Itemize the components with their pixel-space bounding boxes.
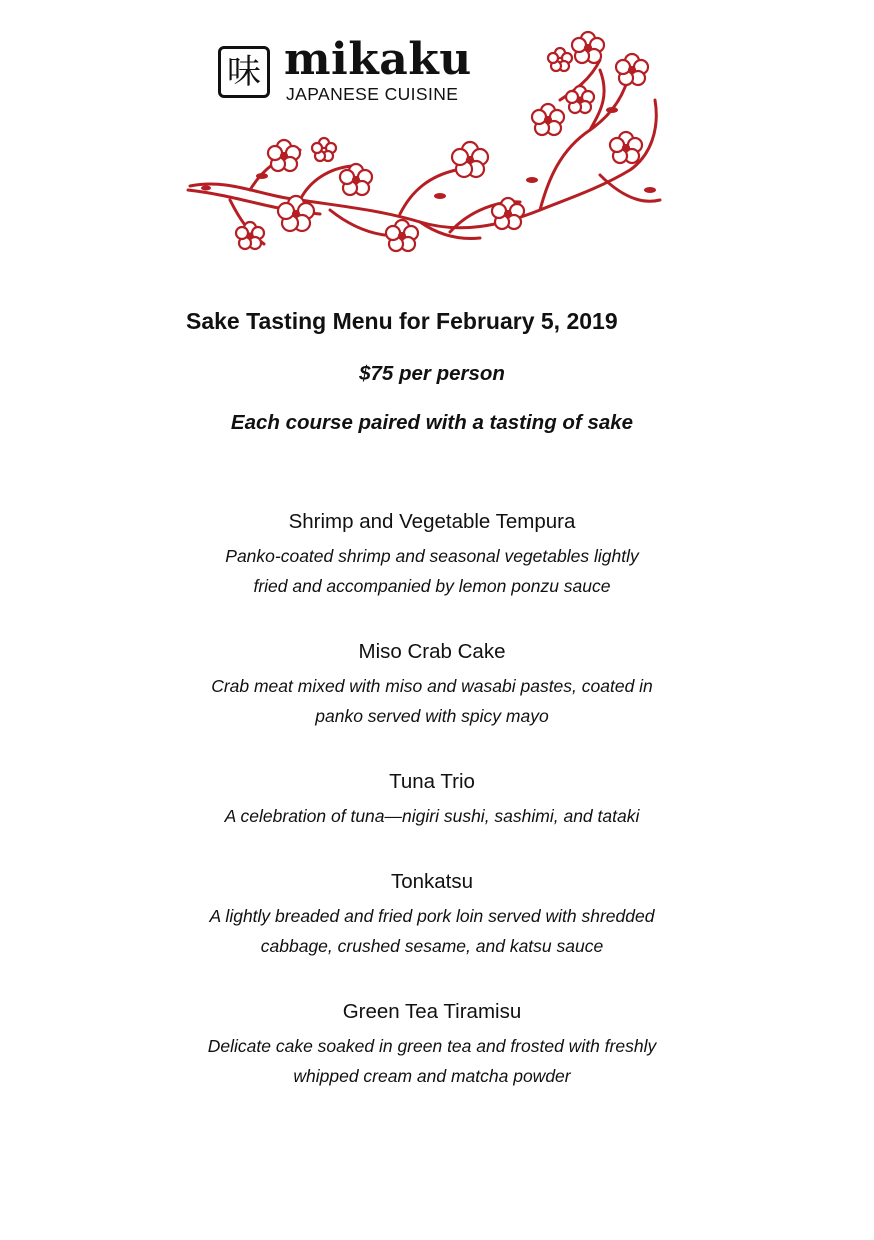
course-description: Panko-coated shrimp and seasonal vegetables lightly [225,546,639,566]
course-description: Crab meat mixed with miso and wasabi pastes, coated in [211,676,653,696]
course-description: whipped cream and matcha powder [293,1066,571,1086]
course-description: panko served with spicy mayo [315,706,549,726]
course-item [0,767,864,831]
course-item [0,867,864,961]
course-description: cabbage, crushed sesame, and katsu sauce [260,936,604,956]
course-name: Miso Crab Cake [358,640,506,663]
course-name: Tonkatsu [390,870,474,893]
course-description: fried and accompanied by lemon ponzu sauce [253,576,611,596]
course-item [0,637,864,731]
menu-title: Sake Tasting Menu for February 5, 2019 [186,308,618,334]
menu-price: $75 per person [359,362,505,385]
course-name: Green Tea Tiramisu [342,1000,522,1023]
menu-pairing: Each course paired with a tasting of sake [230,411,634,434]
brand-subtitle: JAPANESE CUISINE [286,84,459,104]
header [0,0,874,280]
course-name: Tuna Trio [389,770,475,793]
course-item [0,507,864,601]
course-name: Shrimp and Vegetable Tempura [288,510,576,533]
course-description: A lightly breaded and fried pork loin served with shredded [209,906,655,926]
course-item [0,997,864,1091]
logo-glyph: 味 [227,52,261,92]
course-description: A celebration of tuna—nigiri sushi, sashimi, and tataki [224,806,640,826]
logo-mark [218,46,270,98]
course-list [0,507,864,1091]
brand-name: mikaku [284,34,472,85]
course-description: Delicate cake soaked in green tea and frosted with freshly [207,1036,657,1056]
